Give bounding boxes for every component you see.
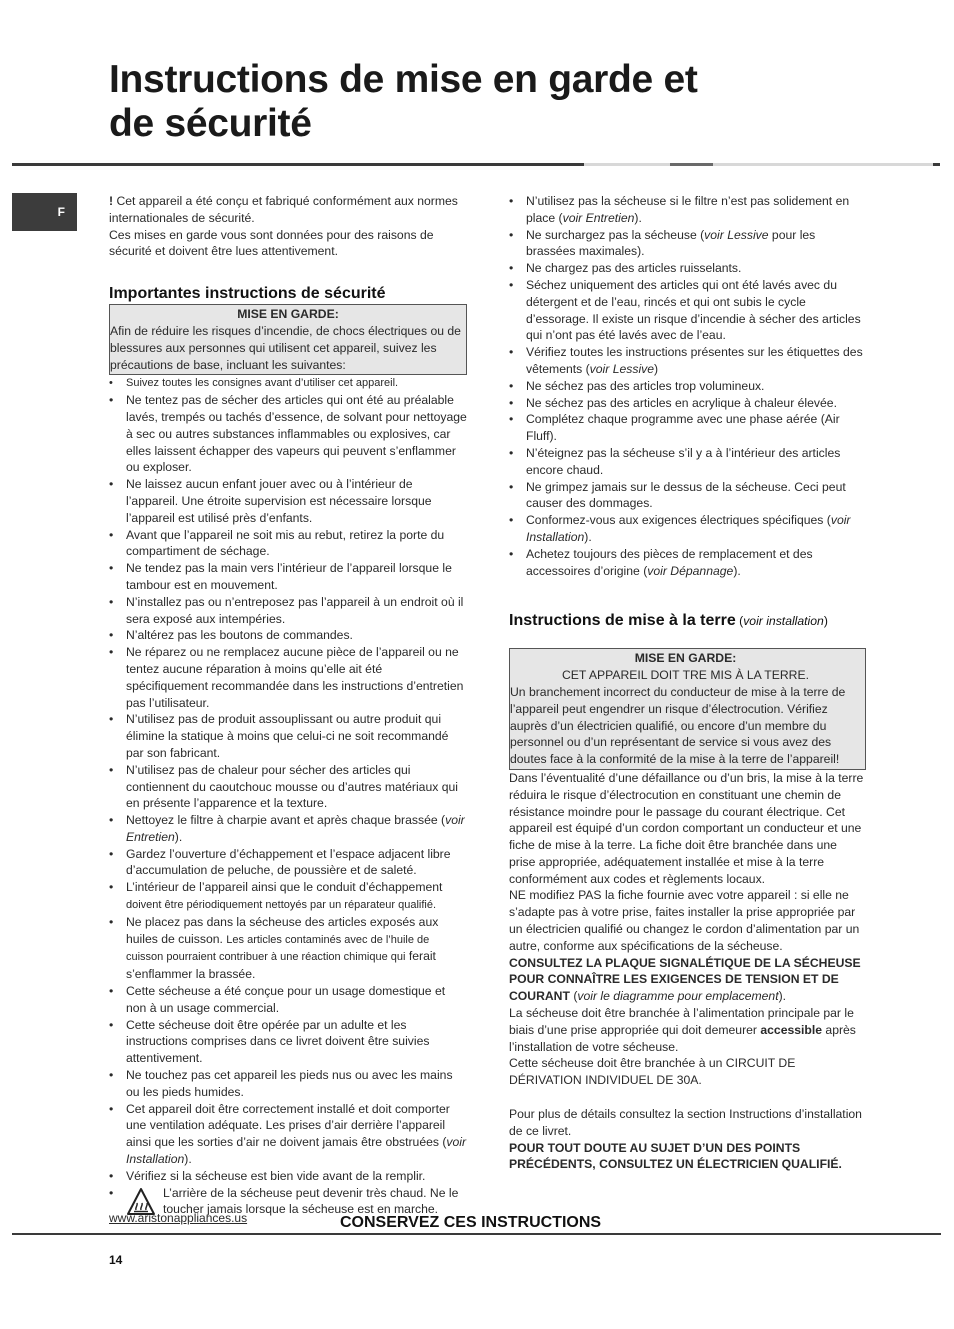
list-item: • Ne laissez aucun enfant jouer avec ou à l’intérieur de l’appareil. Une étroite supervision est nécessaire lorsque l’appareil est utilisé près d’enfants. — [109, 476, 467, 526]
grounding-bold-text: POUR TOUT DOUTE AU SUJET D’UN DES POINTS PRÉCÉDENTS, CONSULTEZ UN ÉLECTRICIEN QUALIFIÉ. — [509, 1140, 842, 1172]
list-item — [109, 1101, 467, 1168]
grounding-bold-text: CONSULTEZ LA PLAQUE SIGNALÉTIQUE DE LA SÉCHEUSE POUR CONNAÎTRE LES EXIGENCES DE TENSION ET DE COURANT — [509, 955, 861, 1004]
warning-box-text: Un branchement incorrect du conducteur de mise à la terre de l’appareil peut engendrer un risque d’électrocution. Vérifiez auprès d’un électricien qualifié, ou encore d’un membre du personnel ou d’un représentant de service si vous avez des doutes face à la conformité de la mise à la terre de l’appareil! — [510, 684, 846, 767]
list-item — [109, 914, 467, 983]
list-item: • Cette sécheuse a été conçue pour un usage domestique et non à un usage commercial. — [109, 983, 467, 1017]
list-item: • Gardez l’ouverture d’échappement et l’espace adjacent libre d’accumulation de peluche, de poussière et de saleté. — [109, 846, 467, 880]
list-item-text: ). — [634, 210, 642, 225]
cross-reference: voir le diagramme pour emplacement — [577, 989, 779, 1004]
cross-reference: voir Lessive — [589, 361, 655, 376]
grounding-paragraph — [509, 955, 866, 1005]
list-item-text: ). — [184, 1152, 192, 1167]
grounding-paragraph: Pour plus de détails consultez la section Instructions d’installation de ce livret. — [509, 1107, 862, 1138]
list-item — [509, 193, 866, 227]
list-item — [109, 879, 467, 914]
list-item: • N’utilisez pas de chaleur pour sécher des articles qui contiennent du caoutchouc mousse ou d’autres matériaux qui en présente l’apparence et la texture. — [109, 762, 467, 812]
page-title-line1: Instructions de mise en garde et — [109, 58, 698, 101]
warning-box-heading: MISE EN GARDE: — [237, 307, 339, 322]
grounding-paragraph — [509, 1140, 866, 1174]
right-column — [509, 193, 866, 1173]
header-rule-segment — [584, 163, 670, 166]
footer-rule — [12, 1233, 941, 1235]
section-heading-paren: ) — [823, 614, 828, 629]
list-item: • Ne touchez pas cet appareil les pieds nus ou avec les mains ou les pieds humides. — [109, 1067, 467, 1101]
list-item-text: Ne surchargez pas la sécheuse ( — [526, 227, 705, 242]
language-tab-label: F — [57, 205, 65, 219]
website-link[interactable]: www.aristonappliances.us — [109, 1211, 248, 1225]
list-item: • N’altérez pas les boutons de commandes. — [109, 627, 467, 644]
list-item: • Ne séchez pas des articles trop volumineux. — [509, 378, 866, 395]
grounding-paragraph: Cette sécheuse doit être branchée à un CIRCUIT DE DÉRIVATION INDIVIDUEL DE 30A. — [509, 1056, 796, 1088]
header-rule-segment — [670, 163, 713, 166]
list-item-text: L’arrière de la sécheuse peut devenir très chaud. Ne le toucher jamais lorsque la sécheuse est en marche. — [163, 1185, 459, 1217]
list-item: • N’utilisez pas de produit assouplissant ou autre produit qui élimine la statique à moins que celui-ci ne soit recommandé par son fabricant. — [109, 711, 467, 761]
list-item-text: Conformez-vous aux exigences électriques spécifiques ( — [526, 513, 831, 528]
safety-list — [109, 375, 467, 1218]
list-item-text: Nettoyez le filtre à charpie avant et après chaque brassée ( — [126, 813, 446, 828]
section-heading-safety: Importantes instructions de sécurité — [109, 285, 386, 303]
section-heading-grounding — [509, 611, 866, 631]
cross-reference: voir installation — [743, 614, 824, 629]
list-item: • Avant que l’appareil ne soit mis au rebut, retirez la porte du compartiment de séchage. — [109, 527, 467, 561]
list-item-text: Les articles contaminés avec de l’huile de cuisson pourraient contribuer à une réaction chimique qui — [126, 933, 430, 964]
intro-text-1: Cet appareil a été conçu et fabriqué conformément aux normes internationales de sécurité. — [109, 194, 458, 225]
cross-reference: voir Installation — [126, 1135, 467, 1167]
list-item: • N’installez pas ou n’entreposez pas l’appareil à un endroit où il sera exposé aux intempéries. — [109, 594, 467, 628]
list-item: • Ne grimpez jamais sur le dessus de la sécheuse. Ceci peut causer des dommages. — [509, 479, 866, 513]
warning-box-subheading: CET APPAREIL DOIT TRE MIS À LA TERRE. — [562, 668, 809, 683]
page-title-line2: de sécurité — [109, 102, 312, 145]
list-item: • Ne réparez ou ne remplacez aucune pièce de l’appareil ou ne tentez aucune réparation à moins qu’elle ait été spécifiquement recommandée dans les instructions d’entretien pas l’utilisateur. — [109, 644, 467, 711]
intro-paragraph — [109, 193, 467, 227]
cross-reference: voir Entretien — [562, 210, 635, 225]
page-title — [109, 58, 889, 146]
list-item-text: Cet appareil doit être correctement installé et doit comporter une ventilation adéquate. Les prises d’air derrière l’appareil ainsi que les sorties d’air ne doivent jamais être obstruées ( — [126, 1101, 450, 1150]
list-item — [509, 227, 866, 261]
list-item-text: Vérifiez toutes les instructions présentes sur les étiquettes des vêtements ( — [526, 345, 863, 376]
list-item: • Suivez toutes les consignes avant d’utiliser cet appareil. — [109, 375, 467, 392]
warning-box-heading: MISE EN GARDE: — [634, 651, 737, 666]
left-column — [109, 193, 467, 1219]
list-item-text: pour les brassées maximales). — [526, 227, 816, 259]
warning-box-text: Afin de réduire les risques d’incendie, de chocs électriques ou de blessures aux personnes qui utilisent cet appareil, suivez les précautions de base, incluant les suivantes: — [110, 323, 461, 372]
list-item-text: N’utilisez pas la sécheuse si le filtre n’est pas solidement en place ( — [526, 194, 850, 225]
warning-mark: ! — [109, 194, 114, 208]
grounding-text: après l’installation de votre sécheuse. — [509, 1022, 856, 1054]
cross-reference: voir Entretien — [126, 813, 465, 844]
grounding-paragraph — [509, 1005, 866, 1055]
list-item-text: Achetez toujours des pièces de remplacement et des accessoires d’origine ( — [526, 546, 813, 578]
keep-instructions-heading: CONSERVEZ CES INSTRUCTIONS — [340, 1214, 602, 1231]
list-item-text: Ne placez pas dans la sécheuse des articles exposés aux huiles de cuisson. — [126, 914, 439, 946]
header-rule-segment — [713, 163, 933, 166]
list-item: • Ne séchez pas des articles en acrylique à chaleur élevée. — [509, 395, 866, 412]
list-item-text: ) — [654, 361, 659, 376]
list-item: • Complétez chaque programme avec une phase aérée (Air Fluff). — [509, 411, 866, 445]
list-item-text: doivent être périodiquement nettoyés par un réparateur qualifié. — [126, 899, 437, 912]
cross-reference: voir Dépannage — [647, 563, 734, 578]
language-tab — [12, 193, 77, 231]
list-item — [509, 512, 866, 546]
list-item: • Vérifiez si la sécheuse est bien vide avant de la remplir. — [109, 1168, 467, 1185]
grounding-paragraph: Dans l’éventualité d’une défaillance ou d’un bris, la mise à la terre réduira le risque d’électrocution en constituant une chemin de résistance moindre pour le passage du courant électrique. Cet appareil est équipé d’un cordon comportant un conducteur et une fiche de mise à la terre. La fiche doit être branchée dans une prise appropriée, adéquatement installée et mise à la terre conformément aux codes et règlements locaux. — [509, 770, 864, 886]
list-item: • N’éteignez pas la sécheuse s’il y a à l’intérieur des articles encore chaud. — [509, 445, 866, 479]
grounding-paragraph: NE modifiez PAS la fiche fournie avec votre appareil : si elle ne s’adapte pas à votre prise, faites installer la prise appropriée par un électricien qualifié ou changez le cordon d’alimentation par un autre, conforme aux spécifications de la sécheuse. — [509, 888, 860, 953]
grounding-text: La sécheuse doit être branchée à l’alimentation principale par le biais d’une prise appropriée qui doit demeurer — [509, 1006, 854, 1037]
safety-list-continued — [509, 193, 866, 579]
list-item: • Ne tendez pas la main vers l’intérieur de l’appareil lorsque le tambour est en mouvement. — [109, 560, 467, 594]
cross-reference: voir Installation — [526, 513, 851, 544]
list-item — [509, 344, 866, 378]
section-heading-text: Instructions de mise à la terre — [509, 612, 736, 630]
list-item: • Ne chargez pas des articles ruisselants. — [509, 260, 866, 277]
list-item-text: ). — [174, 829, 183, 844]
paren: ). — [778, 989, 787, 1004]
list-item-text: L’intérieur de l’appareil ainsi que le conduit d’échappement — [126, 880, 443, 895]
list-item — [109, 812, 467, 846]
list-item-text: ). — [733, 563, 741, 578]
header-rule-segment — [933, 163, 940, 166]
header-rule — [12, 163, 584, 166]
list-item-text: ). — [584, 529, 592, 544]
grounding-bold-text: accessible — [760, 1022, 823, 1037]
cross-reference: voir Lessive — [704, 227, 769, 242]
page-number: 14 — [109, 1253, 123, 1267]
grounding-warning-box — [509, 648, 866, 770]
warning-box — [109, 304, 467, 375]
section-heading-paren: ( — [735, 614, 744, 629]
list-item — [509, 546, 866, 580]
paren: ( — [569, 989, 578, 1004]
list-item-text: ferait s’enflammer la brassée. — [126, 949, 436, 982]
list-item: • Cette sécheuse doit être opérée par un adulte et les instructions comprises dans ce livret doivent être suivies attentivement. — [109, 1017, 467, 1067]
list-item: • Séchez uniquement des articles qui ont été lavés avec du détergent et de l’eau, rincés et qui ont subis le cycle d’essorage. Il existe un risque d’incendie à sécher des articles qui n’ont pas été lavés avec de l’eau. — [509, 277, 866, 344]
list-item: • Ne tentez pas de sécher des articles qui ont été au préalable lavés, trempés ou tachés d’essence, de solvant pour nettoyage à sec ou autres substances inflammables ou explosives, car elles laissent échapper des vapeurs qui peuvent s’enflammer ou exploser. — [109, 392, 467, 476]
intro-text-2: Ces mises en garde vous sont données pour des raisons de sécurité et doivent être lues attentivement. — [109, 227, 434, 259]
